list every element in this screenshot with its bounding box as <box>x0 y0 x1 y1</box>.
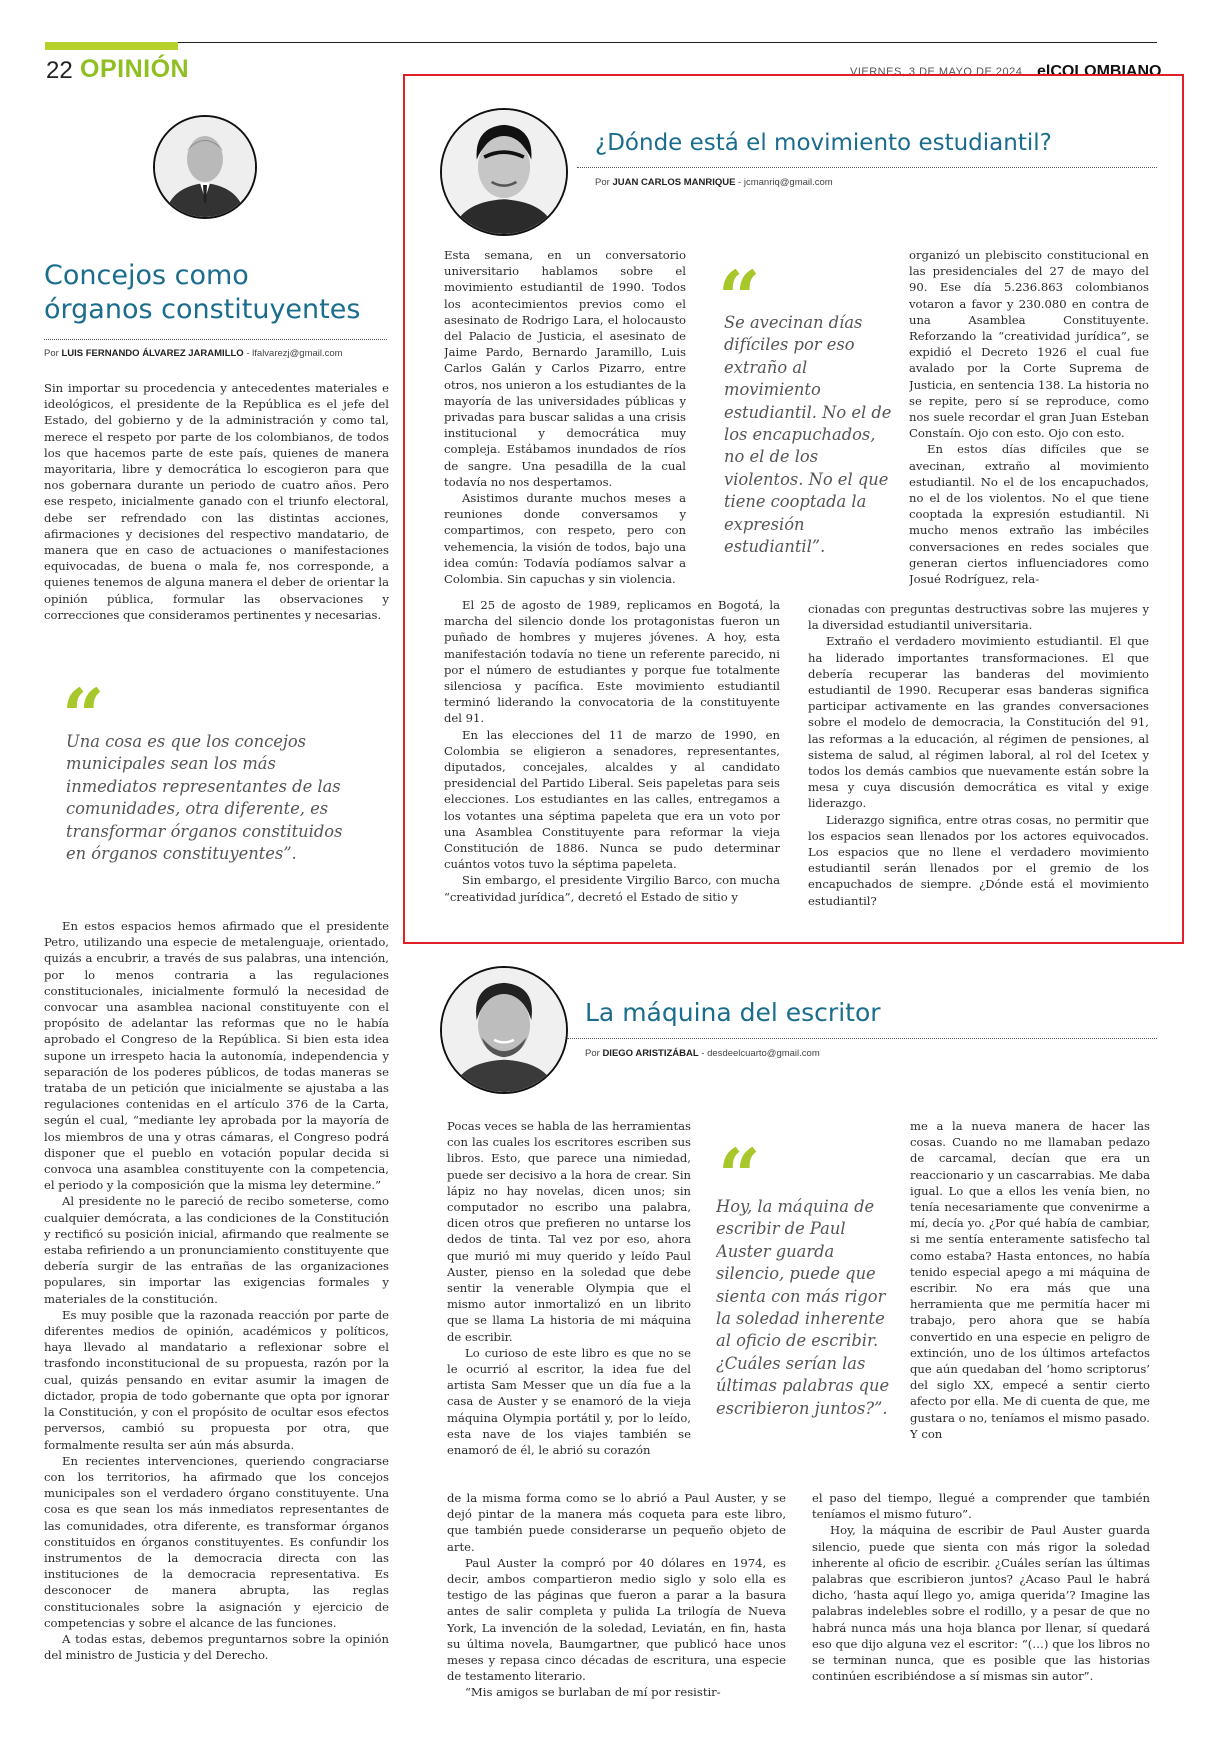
paragraph: Esta semana, en un conversatorio universitario hablamos sobre el movimiento estudiantil de 1990. Todos los acontecimientos previos como el asesinato de Rodrigo Lara, el holocausto del Palacio de Justicia, el asesinato de Jaime Pardo, Bernardo Jaramillo, Luis Carlos Galán y Carlos Pizarro, entre otros, nos unieron a los estudiantes de la mayoría de las universidades públicas y privadas para buscar salidas a una crisis institucional y democrática muy compleja. Estábamos inundados de ríos de sangre. Una pesadilla de la cual todavía no nos despertamos. <box>444 248 686 489</box>
paragraph: “Mis amigos se burlaban de mí por resistir- <box>465 1685 721 1700</box>
paragraph: de la misma forma como se lo abrió a Paul Auster, y se dejó pintar de la manera más coqueta para este libro, que también puede considerarse un pequeño objeto de arte. <box>447 1491 786 1554</box>
top-col1-wide <box>444 597 780 923</box>
top-title-divider <box>577 167 1157 168</box>
paragraph: En estos espacios hemos afirmado que el presidente Petro, utilizando una especie de metalenguaje, orientado, quizás a encubrir, a través de sus palabras, una intención, por lo menos contraria a las regulaciones constitucionales, inicialmente formuló la necesidad de convocar una asamblea nacional constituyente con el propósito de adelantar las reformas que no le había aprobado el Congreso de la República. Si bien esta idea supone un irrespeto hacia la autonomía, independencia y separación de los poderes públicos, de todas maneras se trataba de un petición que inicialmente se ajustaba a las regulaciones contenidas en el artículo 376 de la Carta, según el cual, “mediante ley aprobada por la mayoría de los miembros de una y otras cámaras, el Congreso podrá disponer que el pueblo en votación popular decida si convoca una asamblea constituyente con la competencia, el periodo y la composición que la misma ley determine.” <box>44 919 389 1193</box>
byline-prefix: Por <box>595 177 610 188</box>
paragraph: Lo curioso de este libro es que no se le ocurrió al escritor, la idea fue del artista Sam Messer que un día fue a la casa de Auster y se enamoró de la vieja máquina Olympia portátil y, por lo leído, esta nave de los viajes también se enamoró de él, le abrió su corazón <box>447 1345 691 1458</box>
paragraph: Hoy, la máquina de escribir de Paul Auster guarda silencio, puede que sienta con más rigor la soledad inherente al oficio de escribir. ¿Cuáles serían las últimas palabras que escribieron juntos? ¿Acaso Paul le habrá dicho, ‘hasta aquí llego yo, amiga querida’? Imagine las palabras indelebles sobre el rodillo, y a pesar de que no habrá nunca más una hoja blanca por llenar, sí quedará eso que dijo alguna vez el escritor: “(…) que los libros no se terminan nunca, que es posible que las historias continúen escribiéndose a sí mismas sin autor”. <box>812 1523 1150 1684</box>
paragraph: organizó un plebiscito constitucional en las presidenciales del 27 de mayo del 90. Ese día 5.236.863 colombianos votaron a favor y 230.080 en contra de una Asamblea Constituyente. Reforzando la “creatividad jurídica”, se expidió el Decreto 1926 el cual fue avalado por la Corte Suprema de Justicia, en sentencia 138. La historia no se repite, pero sí se reproduce, como nos suele recordar el gran Juan Esteban Constaín. Ojo con esto. Ojo con esto. <box>909 248 1149 441</box>
left-pull-quote: Una cosa es que los concejos municipales sean los más inmediatos representantes de las comunidades, otra diferente, es transformar órganos constituidos en órganos constituyentes”. <box>66 732 343 864</box>
paragraph: me a la nueva manera de hacer las cosas. Cuando no me llamaban pedazo de carcamal, decían que era un reaccionario y un cascarrabias. Me daba igual. Lo que a ellos les venía bien, no tenía necesariamente que convenirme a mí, decía yo. ¿Por qué había de cambiar, si me sentía enteramente satisfecho tal como estaba? Hasta entonces, no había tenido especial apego a mi máquina de escribir. No era más que una herramienta que me permitía hacer mi trabajo, pero ahora que se había convertido en una especie en peligro de extinción, uno de los últimos artefactos que aún quedaban del ‘homo scriptorus’ del siglo XX, empecé a sentir cierto afecto por ella. Me di cuenta de que, me gustara o no, teníamos el mismo pasado. Y con <box>910 1119 1150 1441</box>
left-byline: Por LUIS FERNANDO ÁLVAREZ JARAMILLO - lfalvarezj@gmail.com <box>44 348 343 359</box>
page-number: 22 <box>46 57 73 84</box>
author-portrait-icon <box>440 966 568 1094</box>
paragraph: Sin embargo, el presidente Virgilio Barco, con mucha “creatividad jurídica”, decretó el Estado de sitio y <box>444 873 780 904</box>
paragraph: En recientes intervenciones, queriendo congraciarse con los territorios, ha afirmado que los concejos municipales son el verdadero órgano constituyente. Una cosa es que sean los más inmediatos representantes de las comunidades, otra diferente, es transformar órganos constituidos en órganos constituyentes. Es confundir los instrumentos de la democracia directa con las instituciones de la democracia representativa. Es desconocer de manera abrupta, las reglas constitucionales sobre la asignación y ejercicio de competencias y sobre el alcance de las funciones. <box>44 1453 389 1630</box>
left-intro <box>44 380 389 650</box>
paragraph: En las elecciones del 11 de marzo de 1990, en Colombia se eligieron a senadores, representantes, diputados, concejales, alcaldes y al candidato presidencial del Partido Liberal. Seis papeletas para seis elecciones. Los estudiantes en las calles, entregamos a los votantes una séptima papeleta que era un voto por una Asamblea Constituyente para reformar la vieja Constitución de 1886. Nunca se pudo determinar cuántos votos tuvo la séptima papeleta. <box>444 727 780 872</box>
byline-prefix: Por <box>585 1048 600 1059</box>
author-name: LUIS FERNANDO ÁLVAREZ JARAMILLO <box>61 348 244 359</box>
bottom-article-title: La máquina del escritor <box>585 998 881 1027</box>
paragraph: En estos días difíciles que se avecinan, extraño al movimiento estudiantil. No el de los encapuchados, no el de los violentos. No el que tiene cooptada la expresión estudiantil. Ni mucho menos extraño las imbéciles conversaciones en redes sociales que generan ciertos influenciadores como Josué Rodríguez, rela- <box>909 442 1149 587</box>
paragraph: Es muy posible que la razonada reacción por parte de diferentes medios de opinión, académicos y políticos, haya llevado al mandatario a reflexionar sobre el trasfondo inconstitucional de su propuesta, razón por la cual, quizás pensando en evitar asumir la imagen de dictador, propia de todo gobernante que opta por ignorar la Constitución, y con el propósito de ocultar esos efectos perversos, cambió su propuesta por otra, que formalmente resulta ser aún más absurda. <box>44 1307 389 1452</box>
bottom-col3-wide <box>812 1490 1150 1730</box>
bottom-col1 <box>447 1118 691 1488</box>
top-byline: Por JUAN CARLOS MANRIQUE - jcmanriq@gmail.com <box>595 177 833 188</box>
bottom-col3 <box>910 1118 1150 1488</box>
author-email[interactable]: jcmanriq@gmail.com <box>743 177 833 188</box>
paragraph: el paso del tiempo, llegué a comprender que también teníamos el mismo futuro”. <box>812 1491 1150 1522</box>
top-quote-mark-icon: “ <box>718 256 761 342</box>
left-title-divider <box>44 339 387 340</box>
bottom-col1-wide <box>447 1490 786 1730</box>
author-name: JUAN CARLOS MANRIQUE <box>612 177 736 188</box>
paragraph: A todas estas, debemos preguntarnos sobre la opinión del ministro de Justicia y del Derecho. <box>44 1631 389 1663</box>
top-article-title: ¿Dónde está el movimiento estudiantil? <box>595 130 1052 156</box>
paragraph: Al presidente no le pareció de recibo someterse, como cualquier demócrata, a las condiciones de la Constitución y rectificó su posición inicial, afirmando que realmente se estaba refiriendo a un pronunciamiento constituyente que debería surgir de las entrañas de las organizaciones populares, sin importar las exigencias formales y materiales de la constitución. <box>44 1194 389 1306</box>
top-col1 <box>444 247 686 595</box>
bottom-quote-mark-icon: “ <box>718 1134 761 1220</box>
left-intro-paragraph: Sin importar su procedencia y antecedentes materiales e ideológicos, el presidente de la República es el jefe del Estado, del gobierno y de la administración y como tal, merece el respeto por parte de los colombianos, de todos los que hacemos parte de este país, quienes de manera mayoritaria, libre y democrática lo escogieron para que nos gobernara durante un periodo de cuatro años. Pero ese respeto, inicialmente ganado con el triunfo electoral, debe ser refrendado con las distintas acciones, afirmaciones y decisiones del respectivo mandatario, de manera que en caso de actuaciones o manifestaciones equivocadas, de buena o mala fe, nos corresponde, a quienes tenemos de alguna manera el deber de orientar la opinión pública, formular las observaciones y correcciones que consideramos pertinentes y necesarias. <box>44 381 389 622</box>
author-email[interactable]: desdeelcuarto@gmail.com <box>707 1048 820 1059</box>
left-quote-mark-icon: “ <box>62 674 105 760</box>
paragraph: Asistimos durante muchos meses a reuniones donde conversamos y compartimos, con respeto, pero con vehemencia, la visión de todos, bajo una idea común: Todavía podíamos salvar a Colombia. Sin capuchas y sin violencia. <box>444 491 686 587</box>
bottom-byline: Por DIEGO ARISTIZÁBAL - desdeelcuarto@gmail.com <box>585 1048 820 1059</box>
paragraph: Paul Auster la compró por 40 dólares en 1974, es decir, ambos compartieron medio siglo y solo ella es testigo de las páginas que fueron a parar a la basura antes de salir completa y pulida La trilogía de Nueva York, La invención de la soledad, Leviatán, en fin, hasta su última novela, Baumgartner, que publicó hace unos meses y repasa cinco décadas de escritura, una especie de testamento literario. <box>447 1555 786 1684</box>
paragraph: El 25 de agosto de 1989, replicamos en Bogotá, la marcha del silencio donde los protagonistas fueron un puñado de hombres y mujeres jóvenes. A hoy, esta manifestación todavía no tiene un referente parecido, ni por el número de estudiantes y porque fue totalmente silenciosa y pacífica. Este movimiento estudiantil terminó liderando la convocatoria de la constituyente del 91. <box>444 598 780 726</box>
paragraph: Liderazgo significa, entre otras cosas, no permitir que los espacios sean llenados por los actores equivocados. Los espacios que no llene el verdadero movimiento estudiantil serán llenados por el gremio de los encapuchados de siempre. ¿Dónde está el movimiento estudiantil? <box>808 812 1149 908</box>
author-portrait-icon <box>440 108 568 236</box>
bottom-pull-quote: Hoy, la máquina de escribir de Paul Auster guarda silencio, puede que sienta con más rigor la soledad inherente al oficio de escribir. ¿Cuáles serían las últimas palabras que escribieron juntos?”. <box>716 1197 890 1418</box>
issue-date: VIERNES, 3 DE MAYO DE 2024 <box>850 66 1023 78</box>
top-pull-quote: Se avecinan días difíciles por eso extraño al movimiento estudiantil. No el de los encapuchados, no el de los violentos. No el que tiene cooptada la expresión estudiantil”. <box>724 313 892 557</box>
byline-prefix: Por <box>44 348 59 359</box>
top-rule <box>45 42 1157 43</box>
author-email[interactable]: lfalvarezj@gmail.com <box>252 348 343 359</box>
left-article-title: Concejos como órganos constituyentes <box>44 260 361 325</box>
author-name: DIEGO ARISTIZÁBAL <box>602 1048 699 1059</box>
newspaper-name: elCOLOMBIANO <box>1037 63 1162 80</box>
bottom-title-divider <box>567 1038 1157 1039</box>
paragraph: Pocas veces se habla de las herramientas con las cuales los escritores escriben sus libros. Esto, que parece una nimiedad, puede ser decisivo a la hora de crear. Sin lápiz no hay novelas, dicen unos; sin computador no escribo una palabra, dicen otros que prefieren no untarse los dedos de tinta. Tal vez por eso, ahora que murió mi muy querido y leído Paul Auster, pienso en la soledad que debe sentir la venerable Olympia que el mismo autor inmortalizó en un librito que se llama La historia de mi máquina de escribir. <box>447 1119 691 1344</box>
author-portrait-icon <box>153 115 257 219</box>
top-col3 <box>909 247 1149 601</box>
paragraph: Extraño el verdadero movimiento estudiantil. El que ha liderado importantes transformaciones. El que debería recuperar las banderas del movimiento estudiantil de 1990. Recuperar esas banderas significa participar activamente en las grandes conversaciones sobre el modelo de democracia, la Constitución del 91, las reformas a la educación, al régimen de pensiones, al sistema de salud, al régimen laboral, al rol del Icetex y todos los demás cambios que nuevamente están sobre la mesa y cuya discusión democrática es vital y exige liderazgo. <box>808 634 1149 811</box>
section-accent-bar <box>45 42 178 50</box>
paragraph: cionadas con preguntas destructivas sobre las mujeres y la diversidad estudiantil universitaria. <box>808 602 1149 633</box>
section-title: OPINIÓN <box>80 55 190 83</box>
top-col3-wide <box>808 601 1149 921</box>
left-body <box>44 918 389 1708</box>
